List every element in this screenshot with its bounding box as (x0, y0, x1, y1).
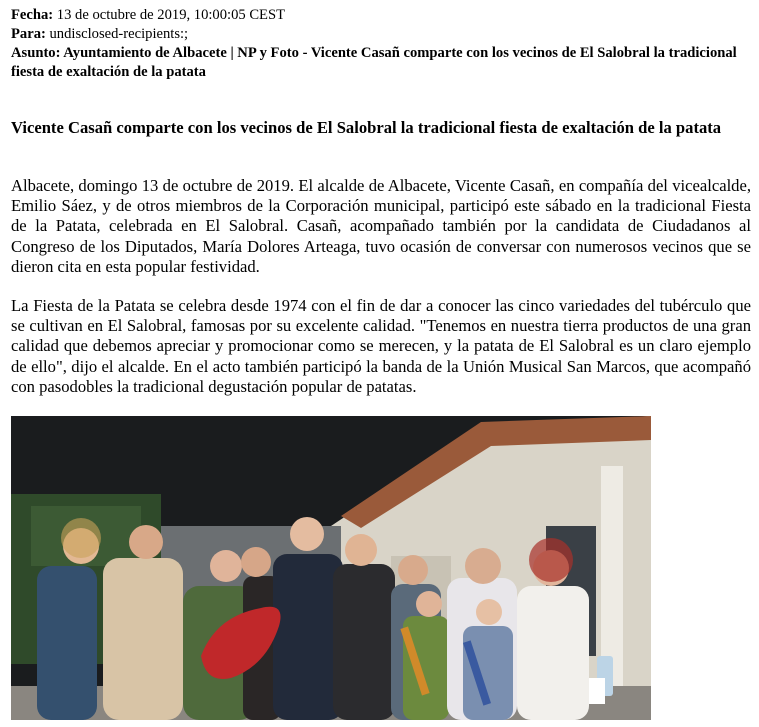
group-photo (11, 416, 651, 720)
group-photo-image (11, 416, 651, 720)
date-label: Fecha: (11, 7, 54, 23)
date-value: 13 de octubre de 2019, 10:00:05 CEST (53, 7, 286, 23)
email-subject-line (11, 44, 741, 82)
email-to-line (11, 25, 741, 44)
article-paragraph-1: Albacete, domingo 13 de octubre de 2019. El alcalde de Albacete, Vicente Casañ, en compañía del vicealcalde, Emilio Sáez, y de otros miembros de la Corporación municipal, participó este sábado en la tradicional Fiesta de la Patata, celebrada en El Salobral. Casañ, acompañado también por la candidata de Ciudadanos al Congreso de los Diputados, María Dolores Arteaga, tuvo ocasión de conversar con numerosos vecinos que se dieron cita en esta popular festividad. (11, 176, 751, 276)
email-header (11, 6, 741, 82)
article-title: Vicente Casañ comparte con los vecinos de El Salobral la tradicional fiesta de exaltación de la patata (11, 118, 722, 137)
subject-label: Asunto: (11, 45, 61, 61)
email-date-line (11, 6, 741, 25)
to-label: Para: (11, 26, 46, 42)
subject-value: Ayuntamiento de Albacete | NP y Foto - Vicente Casañ comparte con los vecinos de El Salobral la tradicional fiesta de exaltación de la patata (11, 45, 737, 80)
article-paragraph-2: La Fiesta de la Patata se celebra desde 1974 con el fin de dar a conocer las cinco variedades del tubérculo que se cultivan en El Salobral, famosas por su excelente calidad. "Tenemos en nuestra tierra productos de una gran calidad que debemos apreciar y promocionar como se merecen, y la patata de El Salobral es un claro ejemplo de ello", dijo el alcalde. En el acto también participó la banda de la Unión Musical San Marcos, que acompañó con pasodobles la tradicional degustación popular de patatas. (11, 296, 751, 396)
to-value: undisclosed-recipients:; (45, 26, 189, 42)
